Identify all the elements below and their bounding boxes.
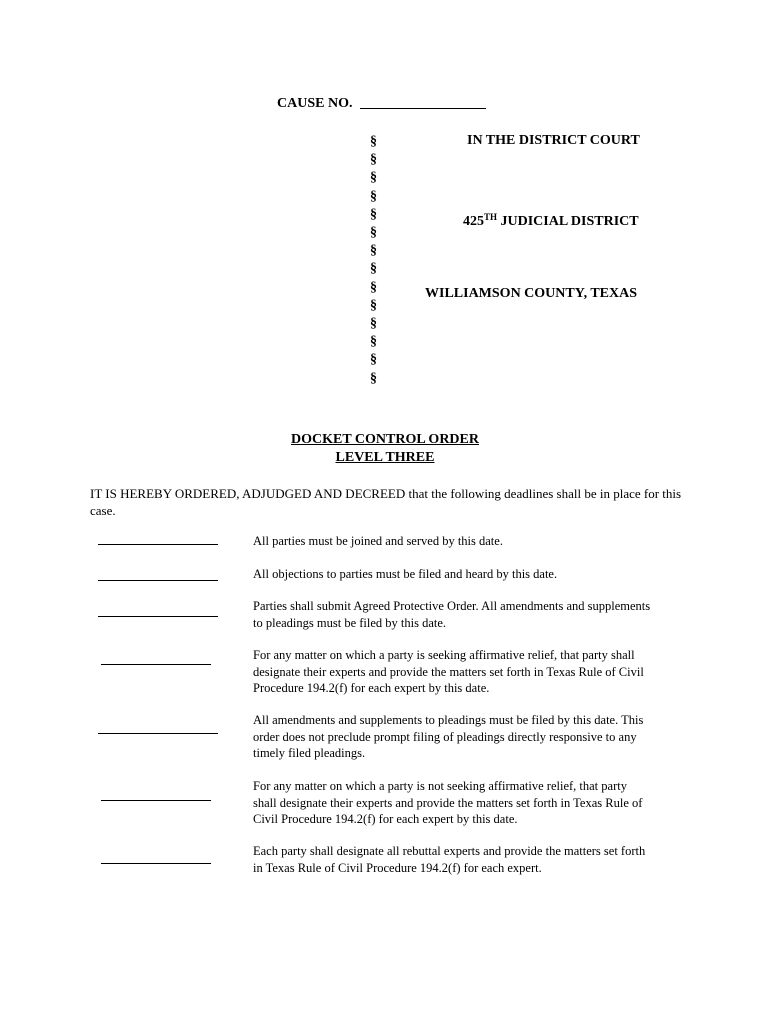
order-title bbox=[0, 432, 770, 448]
deadline-item: For any matter on which a party is seeking affirmative relief, that party shall designate their experts and provide the matters set forth in Texas Rule of Civil Procedure 194.2(f) for each expert by this date. bbox=[253, 648, 644, 695]
section-mark: § bbox=[370, 334, 377, 350]
deadline-item: All objections to parties must be filed and heard by this date. bbox=[253, 567, 558, 581]
section-mark: § bbox=[370, 206, 377, 222]
court-district-label: JUDICIAL DISTRICT bbox=[500, 214, 639, 229]
date-blank-line bbox=[98, 544, 218, 545]
cause-label: CAUSE NO. bbox=[277, 96, 353, 111]
cause-number-line bbox=[277, 94, 486, 112]
deadline-item: Each party shall designate all rebuttal experts and provide the matters set forth in Texas Rule of Civil Procedure 194.2(f) for each expert. bbox=[253, 844, 646, 875]
section-mark: § bbox=[370, 188, 377, 204]
section-marks-column bbox=[370, 133, 377, 388]
date-blank-line bbox=[101, 863, 211, 864]
section-mark: § bbox=[370, 316, 377, 332]
section-mark: § bbox=[370, 279, 377, 295]
section-mark: § bbox=[370, 370, 377, 386]
deadline-item: All parties must be joined and served by this date. bbox=[253, 534, 503, 548]
court-name: IN THE DISTRICT COURT bbox=[467, 133, 640, 148]
deadline-item: For any matter on which a party is not seeking affirmative relief, that party shall designate their experts and provide the matters set forth in Texas Rule of Civil Procedure 194.2(f) for each expert by this date. bbox=[253, 779, 643, 826]
order-level bbox=[0, 450, 770, 466]
order-level-text: LEVEL THREE bbox=[335, 450, 435, 465]
section-mark: § bbox=[370, 170, 377, 186]
section-mark: § bbox=[370, 261, 377, 277]
court-number: 425 bbox=[463, 214, 484, 229]
date-blank-line bbox=[98, 580, 218, 581]
deadline-item: All amendments and supplements to pleadings must be filed by this date. This order does not preclude prompt filing of pleadings directly responsive to any timely filed pleadings. bbox=[253, 713, 644, 760]
deadline-item: Parties shall submit Agreed Protective Order. All amendments and supplements to pleadings must be filed by this date. bbox=[253, 599, 651, 630]
section-mark: § bbox=[370, 352, 377, 368]
section-mark: § bbox=[370, 297, 377, 313]
intro-paragraph: IT IS HEREBY ORDERED, ADJUDGED AND DECREED that the following deadlines shall be in place for this case. bbox=[90, 486, 682, 518]
date-blank-line bbox=[101, 664, 211, 665]
order-title-text: DOCKET CONTROL ORDER bbox=[291, 432, 479, 447]
county-name: WILLIAMSON COUNTY, TEXAS bbox=[425, 286, 637, 301]
date-blank-line bbox=[98, 616, 218, 617]
date-blank-line bbox=[101, 800, 211, 801]
judicial-district bbox=[463, 214, 639, 230]
court-number-suffix: TH bbox=[484, 212, 498, 222]
section-mark: § bbox=[370, 225, 377, 241]
section-mark: § bbox=[370, 152, 377, 168]
date-blank-line bbox=[98, 733, 218, 734]
section-mark: § bbox=[370, 134, 377, 149]
section-mark: § bbox=[370, 243, 377, 259]
cause-number-blank bbox=[360, 94, 486, 109]
